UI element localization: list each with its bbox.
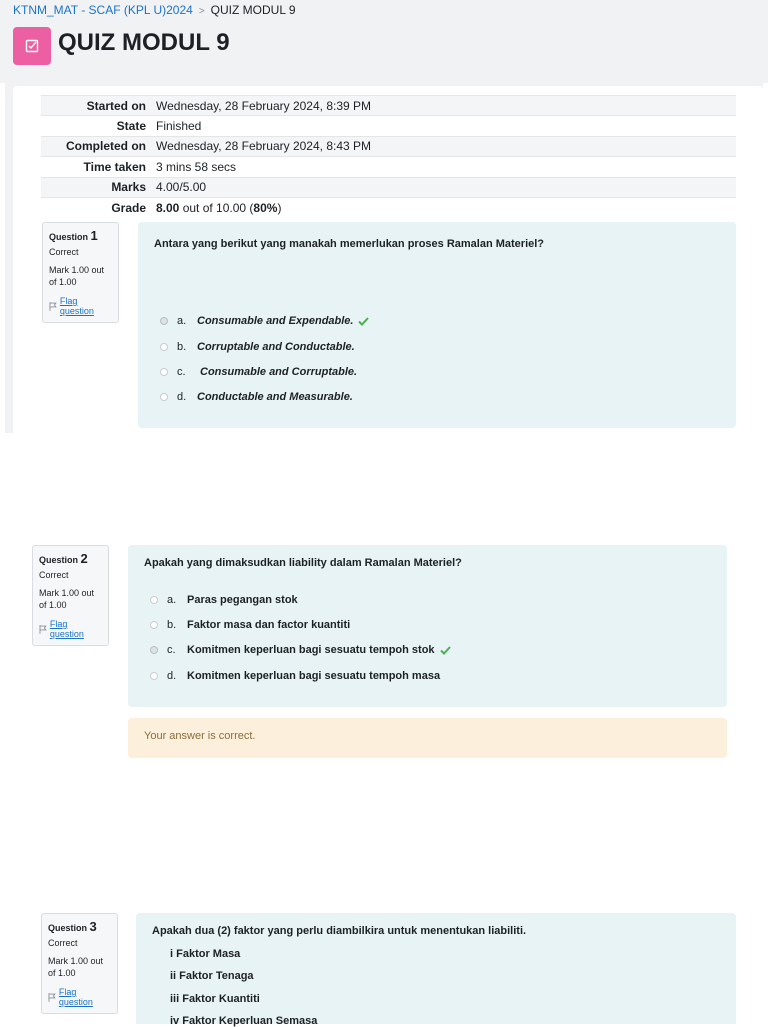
question-status: Correct [49, 247, 79, 257]
answer-option[interactable] [160, 341, 355, 353]
option-text: Consumable and Corruptable. [200, 366, 358, 378]
question-mark: Mark 1.00 out of 1.00 [39, 588, 95, 610]
grade-close: ) [277, 200, 282, 215]
question-prefix: Question [49, 232, 89, 242]
breadcrumb [13, 3, 296, 17]
grade-percent: 80% [253, 200, 278, 215]
answer-option[interactable] [160, 315, 369, 327]
summary-row [41, 96, 736, 116]
grade-value: 8.00 [156, 200, 180, 215]
feedback-text: Your answer is correct. [144, 730, 256, 742]
question-status: Correct [48, 938, 78, 948]
summary-label: Time taken [41, 157, 151, 177]
breadcrumb-current: QUIZ MODUL 9 [210, 3, 296, 17]
radio-button[interactable] [150, 621, 158, 629]
question-number [39, 551, 103, 566]
question-info [42, 222, 119, 323]
list-item: ii Faktor Tenaga [170, 970, 254, 982]
radio-button[interactable] [160, 317, 168, 325]
quiz-icon [13, 27, 51, 65]
option-text: Faktor masa dan factor kuantiti [187, 619, 351, 631]
question-prefix: Question [48, 923, 88, 933]
answer-option[interactable] [150, 670, 440, 682]
question-text: Antara yang berikut yang manakah memerlukan proses Ramalan Materiel? [154, 238, 545, 250]
list-item: i Faktor Masa [170, 948, 241, 960]
flag-question-label: Flag question [49, 619, 84, 639]
option-letter: d. [167, 670, 177, 682]
breadcrumb-separator-icon: > [198, 6, 205, 17]
flag-question-link[interactable] [39, 619, 103, 639]
option-letter: a. [177, 315, 187, 327]
flag-icon [48, 993, 56, 1002]
summary-value: 3 mins 58 secs [151, 157, 736, 177]
option-letter: c. [177, 366, 186, 378]
attempt-summary-table [41, 95, 736, 217]
option-text: Komitmen keperluan bagi sesuatu tempoh masa [187, 670, 441, 682]
flag-icon [49, 302, 57, 311]
feedback-box [128, 718, 727, 758]
flag-question-label: Flag question [59, 296, 94, 316]
answer-option[interactable] [160, 366, 357, 378]
summary-value: Wednesday, 28 February 2024, 8:43 PM [151, 136, 736, 156]
answer-option[interactable] [150, 619, 350, 631]
breadcrumb-course-link[interactable]: KTNM_MAT - SCAF (KPL U)2024 [13, 3, 193, 17]
flag-question-label: Flag question [58, 987, 93, 1007]
grade-out-of: out of 10.00 ( [179, 200, 254, 215]
summary-label: State [41, 116, 151, 136]
page-title: QUIZ MODUL 9 [58, 29, 230, 56]
question-info [41, 913, 118, 1014]
radio-button[interactable] [160, 343, 168, 351]
summary-value: 4.00/5.00 [151, 177, 736, 197]
option-text: Conductable and Measurable. [197, 391, 353, 403]
summary-label: Grade [41, 197, 151, 217]
summary-row [41, 157, 736, 177]
option-letter: a. [167, 594, 177, 606]
answer-option[interactable] [160, 391, 353, 403]
radio-button[interactable] [150, 672, 158, 680]
flag-question-link[interactable] [49, 296, 113, 316]
list-item: iv Faktor Keperluan Semasa [170, 1015, 318, 1027]
question-number-value: 2 [80, 551, 88, 566]
summary-row [41, 116, 736, 136]
flag-question-link[interactable] [48, 987, 112, 1007]
summary-value: Wednesday, 28 February 2024, 8:39 PM [151, 96, 736, 116]
question-status: Correct [39, 570, 69, 580]
option-text: Consumable and Expendable. [197, 315, 354, 327]
question-number-value: 1 [90, 228, 98, 243]
radio-button[interactable] [150, 596, 158, 604]
check-icon [358, 317, 369, 326]
option-text: Komitmen keperluan bagi sesuatu tempoh stok [187, 644, 435, 656]
option-text: Paras pegangan stok [187, 594, 298, 606]
question-text: Apakah dua (2) faktor yang perlu diambilkira untuk menentukan liabiliti. [152, 925, 527, 937]
radio-button[interactable] [160, 368, 168, 376]
question-info [32, 545, 109, 646]
question-number [48, 919, 112, 934]
summary-label: Started on [41, 96, 151, 116]
check-icon [440, 646, 451, 655]
summary-row [41, 177, 736, 197]
question-number [49, 228, 113, 243]
question-prefix: Question [39, 555, 79, 565]
question-mark: Mark 1.00 out of 1.00 [49, 265, 105, 287]
flag-icon [39, 625, 47, 634]
question-mark: Mark 1.00 out of 1.00 [48, 956, 104, 978]
summary-value [151, 197, 736, 217]
list-item: iii Faktor Kuantiti [170, 993, 260, 1005]
option-letter: b. [167, 619, 177, 631]
answer-option[interactable] [150, 594, 298, 606]
option-letter: c. [167, 644, 176, 656]
answer-option[interactable] [150, 644, 451, 656]
summary-label: Marks [41, 177, 151, 197]
radio-button[interactable] [150, 646, 158, 654]
question-text: Apakah yang dimaksudkan liability dalam Ramalan Materiel? [144, 557, 462, 569]
option-letter: d. [177, 391, 187, 403]
summary-row [41, 197, 736, 217]
option-text: Corruptable and Conductable. [197, 341, 355, 353]
summary-label: Completed on [41, 136, 151, 156]
question-number-value: 3 [89, 919, 97, 934]
summary-value: Finished [151, 116, 736, 136]
summary-row [41, 136, 736, 156]
radio-button[interactable] [160, 393, 168, 401]
option-letter: b. [177, 341, 187, 353]
